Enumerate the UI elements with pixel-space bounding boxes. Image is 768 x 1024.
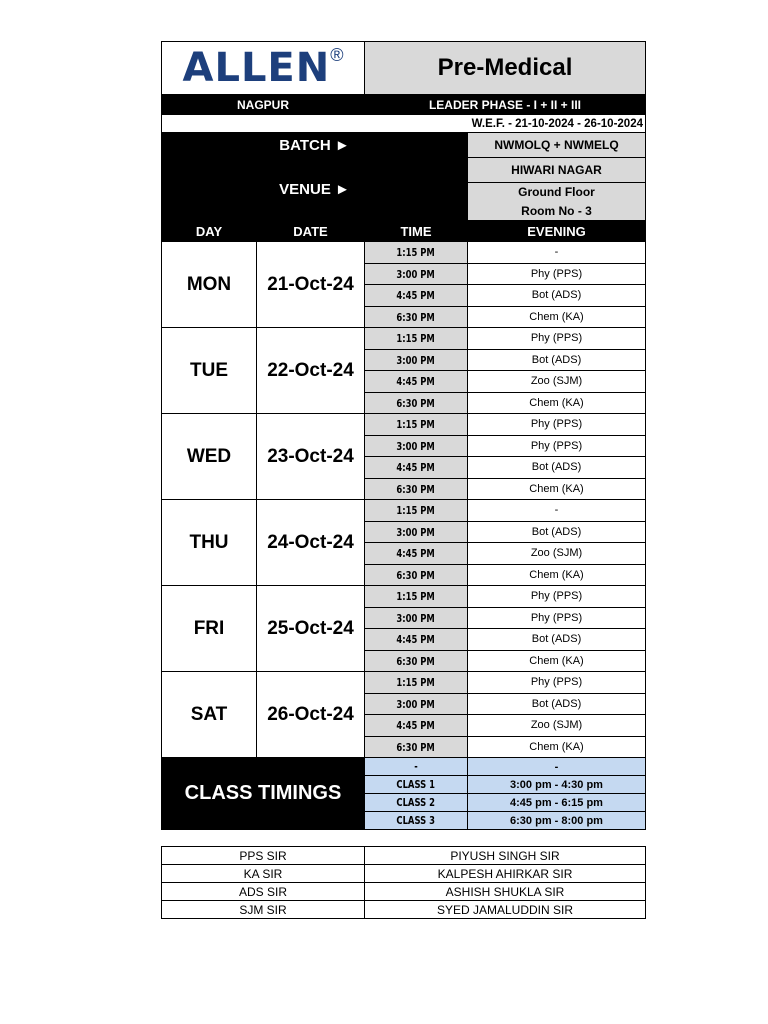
subject-cell: Zoo (SJM)	[468, 371, 646, 393]
center-label: NAGPUR	[162, 95, 365, 115]
subject-cell: Zoo (SJM)	[468, 543, 646, 565]
schedule-row	[162, 500, 646, 522]
wef-range: W.E.F. - 21-10-2024 - 26-10-2024	[162, 115, 646, 133]
faculty-name: ASHISH SHUKLA SIR	[365, 883, 646, 901]
subject-cell: Phy (PPS)	[468, 435, 646, 457]
class-timing-row	[162, 758, 646, 776]
subject-cell: Phy (PPS)	[468, 263, 646, 285]
time-label: 6:30 PM	[396, 396, 436, 410]
column-header-evening: EVENING	[468, 221, 646, 242]
subject-cell: Bot (ADS)	[468, 693, 646, 715]
time-label: 4:45 PM	[396, 289, 436, 303]
day-cell: MON	[162, 242, 257, 328]
faculty-row	[162, 901, 646, 919]
time-label: 4:45 PM	[396, 375, 436, 389]
faculty-name: SYED JAMALUDDIN SIR	[365, 901, 646, 919]
time-cell	[365, 521, 468, 543]
venue-room: Room No - 3	[468, 202, 646, 221]
subject-cell: Phy (PPS)	[468, 672, 646, 694]
subject-cell: Chem (KA)	[468, 306, 646, 328]
allen-logo	[162, 42, 365, 95]
subject-cell: Bot (ADS)	[468, 629, 646, 651]
class-name-label: CLASS 2	[396, 796, 436, 809]
venue-floor: Ground Floor	[468, 183, 646, 202]
faculty-row	[162, 865, 646, 883]
day-cell: WED	[162, 414, 257, 500]
subject-cell: -	[468, 242, 646, 264]
subject-cell: Bot (ADS)	[468, 349, 646, 371]
class-name-label: -	[414, 760, 418, 773]
class-name-cell	[365, 812, 468, 830]
time-label: 3:00 PM	[396, 439, 436, 453]
class-time-cell: 4:45 pm - 6:15 pm	[468, 794, 646, 812]
faculty-row	[162, 883, 646, 901]
time-cell	[365, 478, 468, 500]
subject-cell: Phy (PPS)	[468, 586, 646, 608]
time-cell	[365, 672, 468, 694]
column-header-time: TIME	[365, 221, 468, 242]
time-label: 1:15 PM	[396, 590, 436, 604]
time-label: 4:45 PM	[396, 547, 436, 561]
time-label: 6:30 PM	[396, 568, 436, 582]
class-time-cell: 3:00 pm - 4:30 pm	[468, 776, 646, 794]
subject-cell: Chem (KA)	[468, 564, 646, 586]
faculty-name: PIYUSH SINGH SIR	[365, 847, 646, 865]
time-cell	[365, 715, 468, 737]
time-label: 1:15 PM	[396, 246, 436, 260]
column-header-date: DATE	[257, 221, 365, 242]
column-header-day: DAY	[162, 221, 257, 242]
schedule-row	[162, 586, 646, 608]
faculty-row	[162, 847, 646, 865]
time-label: 3:00 PM	[396, 353, 436, 367]
time-cell	[365, 693, 468, 715]
time-cell	[365, 435, 468, 457]
subject-cell: Chem (KA)	[468, 392, 646, 414]
time-label: 1:15 PM	[396, 332, 436, 346]
subject-cell: Bot (ADS)	[468, 521, 646, 543]
schedule-row	[162, 328, 646, 350]
time-cell	[365, 349, 468, 371]
class-time-cell: 6:30 pm - 8:00 pm	[468, 812, 646, 830]
time-label: 1:15 PM	[396, 504, 436, 518]
faculty-code: PPS SIR	[162, 847, 365, 865]
time-label: 4:45 PM	[396, 461, 436, 475]
class-name-cell	[365, 776, 468, 794]
schedule-row	[162, 414, 646, 436]
time-cell	[365, 242, 468, 264]
time-label: 3:00 PM	[396, 611, 436, 625]
faculty-code: ADS SIR	[162, 883, 365, 901]
time-cell	[365, 371, 468, 393]
time-cell	[365, 543, 468, 565]
time-cell	[365, 392, 468, 414]
batch-value: NWMOLQ + NWMELQ	[468, 133, 646, 158]
time-label: 6:30 PM	[396, 482, 436, 496]
class-name-cell	[365, 794, 468, 812]
logo-registered-mark: ®	[330, 45, 344, 65]
venue-label: VENUE ►	[162, 158, 468, 221]
time-label: 3:00 PM	[396, 525, 436, 539]
subject-cell: -	[468, 500, 646, 522]
timetable-sheet	[161, 41, 645, 919]
time-cell	[365, 736, 468, 758]
time-cell	[365, 285, 468, 307]
subject-cell: Phy (PPS)	[468, 607, 646, 629]
day-cell: FRI	[162, 586, 257, 672]
time-label: 6:30 PM	[396, 654, 436, 668]
faculty-table	[161, 846, 646, 919]
schedule-table	[161, 41, 646, 830]
venue-place: HIWARI NAGAR	[468, 158, 646, 183]
schedule-row	[162, 672, 646, 694]
time-cell	[365, 263, 468, 285]
time-cell	[365, 328, 468, 350]
class-time-cell: -	[468, 758, 646, 776]
time-cell	[365, 564, 468, 586]
subject-cell: Phy (PPS)	[468, 414, 646, 436]
faculty-code: KA SIR	[162, 865, 365, 883]
class-name-label: CLASS 1	[396, 778, 436, 791]
time-label: 3:00 PM	[396, 697, 436, 711]
date-cell: 22-Oct-24	[257, 328, 365, 414]
time-cell	[365, 457, 468, 479]
subject-cell: Zoo (SJM)	[468, 715, 646, 737]
time-cell	[365, 500, 468, 522]
time-cell	[365, 607, 468, 629]
time-label: 6:30 PM	[396, 740, 436, 754]
faculty-code: SJM SIR	[162, 901, 365, 919]
time-label: 3:00 PM	[396, 267, 436, 281]
time-cell	[365, 306, 468, 328]
date-cell: 21-Oct-24	[257, 242, 365, 328]
subject-cell: Chem (KA)	[468, 736, 646, 758]
time-label: 4:45 PM	[396, 719, 436, 733]
time-label: 1:15 PM	[396, 676, 436, 690]
day-cell: TUE	[162, 328, 257, 414]
subject-cell: Chem (KA)	[468, 650, 646, 672]
time-cell	[365, 650, 468, 672]
day-cell: THU	[162, 500, 257, 586]
time-cell	[365, 629, 468, 651]
subject-cell: Bot (ADS)	[468, 285, 646, 307]
date-cell: 23-Oct-24	[257, 414, 365, 500]
time-label: 4:45 PM	[396, 633, 436, 647]
date-cell: 26-Oct-24	[257, 672, 365, 758]
time-label: 6:30 PM	[396, 310, 436, 324]
date-cell: 25-Oct-24	[257, 586, 365, 672]
schedule-row	[162, 242, 646, 264]
class-name-cell	[365, 758, 468, 776]
phase-label: LEADER PHASE - I + II + III	[365, 95, 646, 115]
page-title: Pre-Medical	[365, 42, 646, 95]
faculty-name: KALPESH AHIRKAR SIR	[365, 865, 646, 883]
time-cell	[365, 414, 468, 436]
logo-text: ALLEN	[182, 45, 331, 91]
subject-cell: Phy (PPS)	[468, 328, 646, 350]
subject-cell: Chem (KA)	[468, 478, 646, 500]
batch-label: BATCH ►	[162, 133, 468, 158]
class-timings-label: CLASS TIMINGS	[162, 758, 365, 830]
time-label: 1:15 PM	[396, 418, 436, 432]
subject-cell: Bot (ADS)	[468, 457, 646, 479]
day-cell: SAT	[162, 672, 257, 758]
class-name-label: CLASS 3	[396, 814, 436, 827]
time-cell	[365, 586, 468, 608]
date-cell: 24-Oct-24	[257, 500, 365, 586]
